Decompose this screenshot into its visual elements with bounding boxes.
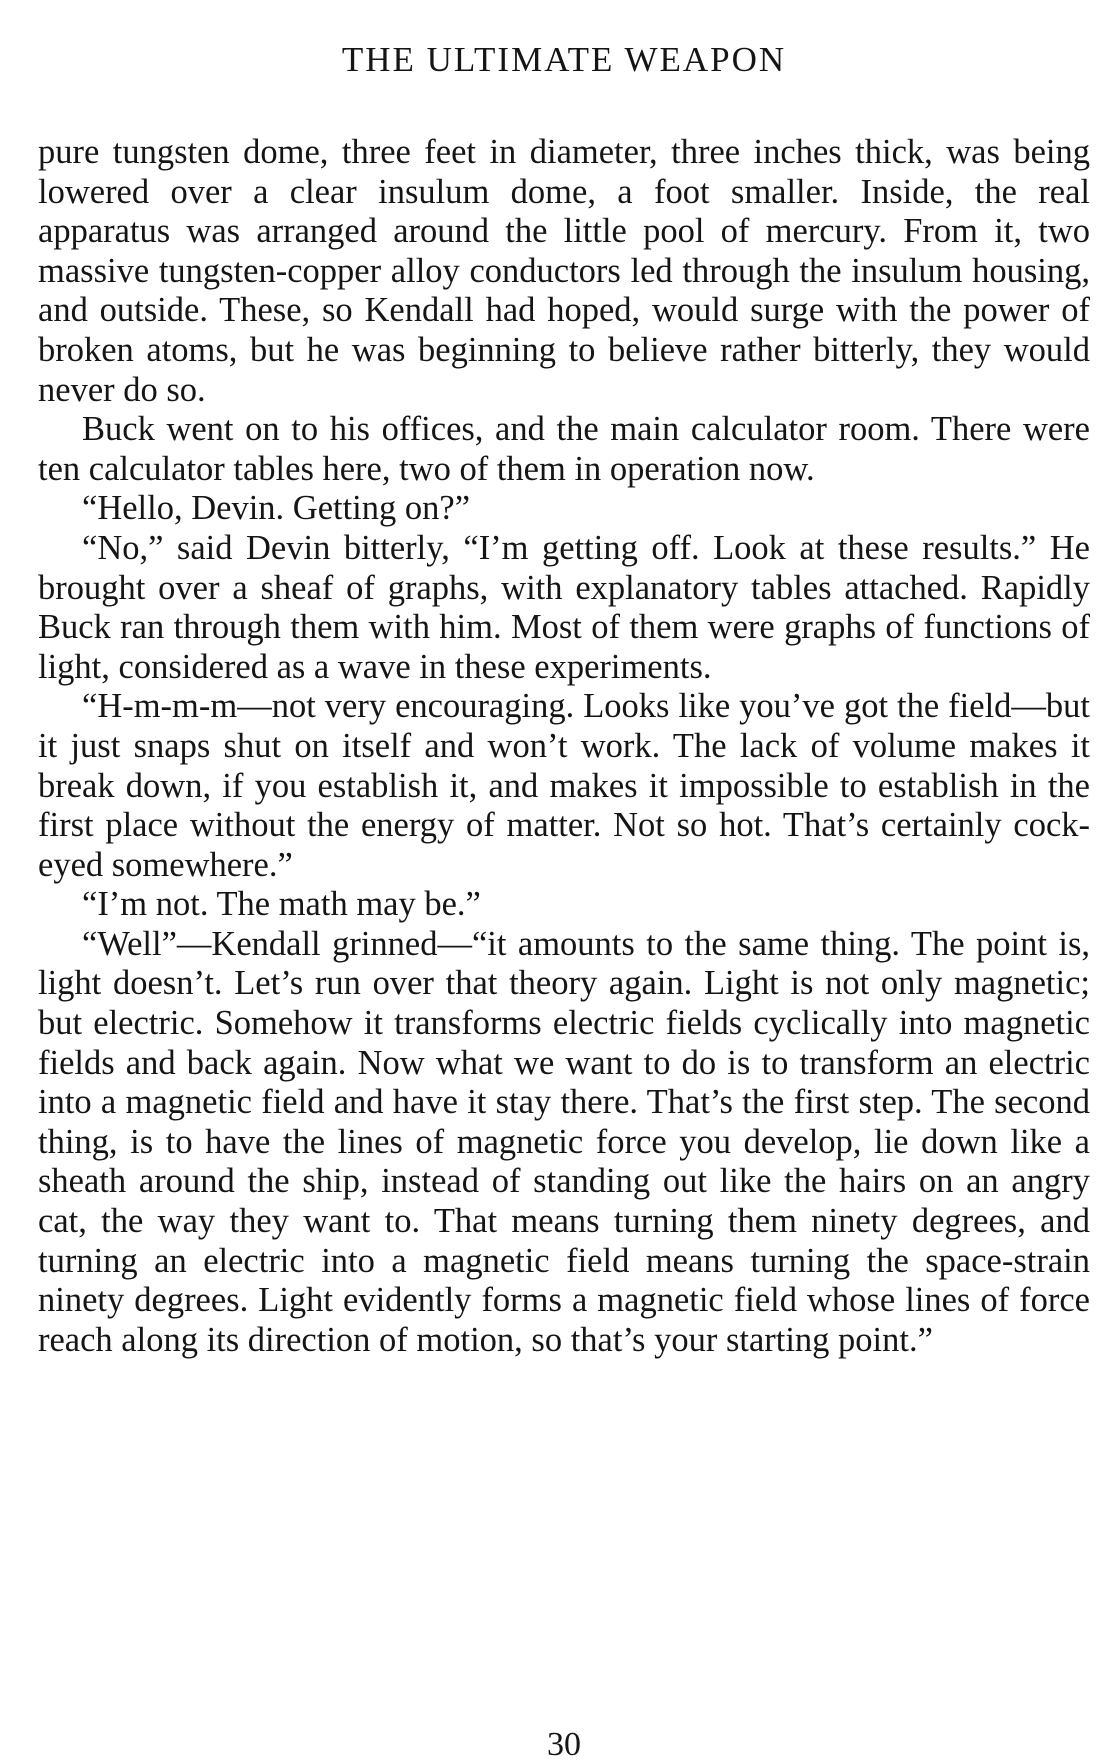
paragraph: “Hello, Devin. Getting on?” bbox=[82, 489, 471, 528]
book-page bbox=[38, 0, 1090, 1763]
page-number: 30 bbox=[547, 1726, 581, 1763]
paragraph: “No,” said Devin bitterly, “I’m getting off. Look at these results.” He brought over a sheaf of graphs, with explanatory tables attached. Rapidly Buck ran through them with him. Most of them were graphs of functions of light, considered as a wave in these experiments. bbox=[38, 528, 1090, 686]
running-title: THE ULTIMATE WEAPON bbox=[341, 40, 787, 79]
paragraph: Buck went on to his offices, and the main calculator room. There were ten calculator tables here, two of them in operation now. bbox=[38, 410, 1090, 488]
paragraph-continued: pure tungsten dome, three feet in diameter, three inches thick, was being lowered over a clear insulum dome, a foot smaller. Inside, the real apparatus was arranged around the little pool of mercury. From it, two massive tungsten-copper alloy conductors led through the insulum housing, and outside. These, so Kendall had hoped, would surge with the power of broken atoms, but he was beginning to believe rather bitterly, they would never do so. bbox=[38, 133, 1090, 409]
body-text bbox=[38, 133, 1090, 1360]
paragraph: “H-m-m-m—not very encouraging. Looks like you’ve got the field—but it just snaps shut on itself and won’t work. The lack of volume makes it break down, if you establish it, and makes it impossible to establish in the first place without the energy of matter. Not so hot. That’s certainly cock-eyed somewhere.” bbox=[38, 687, 1090, 884]
paragraph: “I’m not. The math may be.” bbox=[82, 885, 481, 924]
paragraph: “Well”—Kendall grinned—“it amounts to the same thing. The point is, light doesn’t. Let’s run over that theory again. Light is not only magnetic; but electric. Somehow it transforms electric fields cyclically into magnetic fields and back again. Now what we want to do is to transform an electric into a magnetic field and have it stay there. That’s the first step. The second thing, is to have the lines of magnetic force you develop, lie down like a sheath around the ship, instead of standing out like the hairs on an angry cat, the way they want to. That means turning them ninety degrees, and turning an electric into a magnetic field means turning the space-strain ninety degrees. Light evidently forms a magnetic field whose lines of force reach along its direction of motion, so that’s your starting point.” bbox=[38, 924, 1090, 1359]
